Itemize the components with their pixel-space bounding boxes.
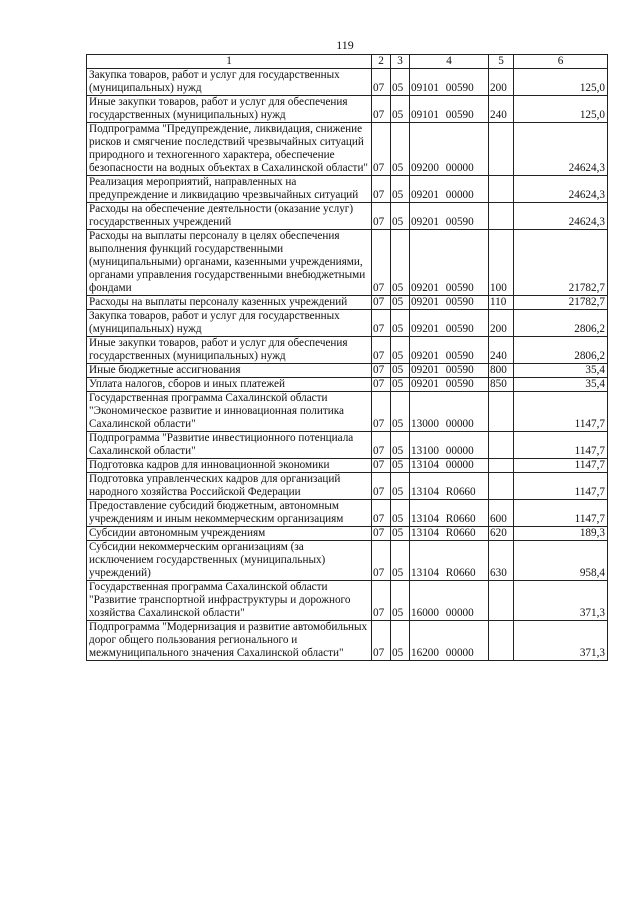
row-subsection: 05 [391,527,410,541]
row-name: Закупка товаров, работ и услуг для государственных (муниципальных) нужд [87,69,372,96]
row-expense-type [489,203,514,230]
row-sum: 21782,7 [514,230,608,296]
row-subsection: 05 [391,296,410,310]
row-subsection: 05 [391,69,410,96]
row-target-code: 09201 00590 [410,364,489,378]
row-sum: 2806,2 [514,310,608,337]
row-section: 07 [372,296,391,310]
row-section: 07 [372,527,391,541]
row-sum: 1147,7 [514,459,608,473]
row-name: Подпрограмма "Предупреждение, ликвидация, снижение рисков и смягчение последствий чрезвычайных ситуаций природного и техногенного характера, обеспечение безопасности на водных объектах в Сахалинской области" [87,123,372,176]
row-section: 07 [372,203,391,230]
row-sum: 24624,3 [514,176,608,203]
row-section: 07 [372,432,391,459]
table-row [87,392,608,432]
row-sum: 35,4 [514,364,608,378]
row-target-code: 13104 R0660 [410,527,489,541]
row-section: 07 [372,96,391,123]
row-target-code: 09101 00590 [410,96,489,123]
row-target-code: 09201 00000 [410,176,489,203]
row-sum: 371,3 [514,621,608,661]
row-sum: 21782,7 [514,296,608,310]
page-number: 119 [336,38,354,52]
row-section: 07 [372,230,391,296]
row-target-code: 09201 00590 [410,310,489,337]
row-name: Государственная программа Сахалинской области "Развитие транспортной инфраструктуры и дорожного хозяйства Сахалинской области" [87,581,372,621]
row-name: Закупка товаров, работ и услуг для государственных (муниципальных) нужд [87,310,372,337]
row-sum: 24624,3 [514,203,608,230]
row-sum: 371,3 [514,581,608,621]
row-expense-type: 240 [489,96,514,123]
row-target-code: 09201 00590 [410,203,489,230]
row-name: Подготовка управленческих кадров для организаций народного хозяйства Российской Федерации [87,473,372,500]
row-section: 07 [372,392,391,432]
row-sum: 35,4 [514,378,608,392]
header-col-5: 5 [489,55,514,69]
row-subsection: 05 [391,176,410,203]
row-expense-type: 240 [489,337,514,364]
row-target-code: 09201 00590 [410,230,489,296]
table-row [87,310,608,337]
row-sum: 1147,7 [514,500,608,527]
table-row [87,203,608,230]
row-section: 07 [372,123,391,176]
row-name: Уплата налогов, сборов и иных платежей [87,378,372,392]
row-target-code: 09201 00590 [410,337,489,364]
row-subsection: 05 [391,337,410,364]
row-expense-type [489,123,514,176]
row-expense-type [489,581,514,621]
row-section: 07 [372,364,391,378]
row-subsection: 05 [391,581,410,621]
row-name: Предоставление субсидий бюджетным, автономным учреждениям и иным некоммерческим организациям [87,500,372,527]
row-expense-type [489,621,514,661]
row-section: 07 [372,378,391,392]
table-row [87,459,608,473]
row-target-code: 13104 R0660 [410,541,489,581]
row-target-code: 13000 00000 [410,392,489,432]
row-name: Субсидии некоммерческим организациям (за исключением государственных (муниципальных) учреждений) [87,541,372,581]
row-section: 07 [372,473,391,500]
table-row [87,230,608,296]
row-expense-type: 100 [489,230,514,296]
row-section: 07 [372,337,391,364]
row-name: Расходы на обеспечение деятельности (оказание услуг) государственных учреждений [87,203,372,230]
row-name: Субсидии автономным учреждениям [87,527,372,541]
row-target-code: 13104 R0660 [410,500,489,527]
row-section: 07 [372,541,391,581]
row-sum: 1147,7 [514,473,608,500]
row-sum: 24624,3 [514,123,608,176]
row-expense-type: 800 [489,364,514,378]
row-subsection: 05 [391,96,410,123]
row-sum: 1147,7 [514,392,608,432]
row-target-code: 16000 00000 [410,581,489,621]
table-row [87,123,608,176]
row-expense-type: 620 [489,527,514,541]
row-sum: 2806,2 [514,337,608,364]
row-expense-type: 200 [489,69,514,96]
table-row [87,527,608,541]
table-row [87,96,608,123]
row-target-code: 09200 00000 [410,123,489,176]
row-subsection: 05 [391,230,410,296]
table-row [87,500,608,527]
row-subsection: 05 [391,378,410,392]
row-name: Реализация мероприятий, направленных на предупреждение и ликвидацию чрезвычайных ситуаций [87,176,372,203]
table-row [87,473,608,500]
row-subsection: 05 [391,392,410,432]
row-expense-type [489,432,514,459]
row-sum: 125,0 [514,69,608,96]
row-subsection: 05 [391,621,410,661]
row-subsection: 05 [391,459,410,473]
row-section: 07 [372,500,391,527]
budget-table [86,54,608,661]
row-expense-type: 850 [489,378,514,392]
header-col-3: 3 [391,55,410,69]
table-row [87,581,608,621]
row-name: Расходы на выплаты персоналу казенных учреждений [87,296,372,310]
row-name: Подготовка кадров для инновационной экономики [87,459,372,473]
table-row [87,541,608,581]
row-name: Подпрограмма "Модернизация и развитие автомобильных дорог общего пользования регионального и межмуниципального значения Сахалинской области" [87,621,372,661]
row-expense-type [489,176,514,203]
header-col-2: 2 [372,55,391,69]
row-subsection: 05 [391,541,410,581]
header-col-1: 1 [87,55,372,69]
row-subsection: 05 [391,432,410,459]
row-name: Государственная программа Сахалинской области "Экономическое развитие и инновационная политика Сахалинской области" [87,392,372,432]
row-section: 07 [372,176,391,203]
row-expense-type: 110 [489,296,514,310]
row-target-code: 13104 R0660 [410,473,489,500]
table-row [87,69,608,96]
row-target-code: 13100 00000 [410,432,489,459]
table-header-row [87,55,608,69]
row-section: 07 [372,69,391,96]
row-subsection: 05 [391,123,410,176]
row-expense-type: 630 [489,541,514,581]
table-row [87,176,608,203]
table-row [87,337,608,364]
row-expense-type [489,473,514,500]
row-subsection: 05 [391,364,410,378]
table-row [87,621,608,661]
row-sum: 1147,7 [514,432,608,459]
table-row [87,378,608,392]
header-col-6: 6 [514,55,608,69]
row-subsection: 05 [391,473,410,500]
row-name: Расходы на выплаты персоналу в целях обеспечения выполнения функций государственными (муниципальными) органами, казенными учреждениями, органами управления государственными внебюджетными фондами [87,230,372,296]
table-row [87,296,608,310]
row-expense-type [489,459,514,473]
row-section: 07 [372,310,391,337]
row-name: Подпрограмма "Развитие инвестиционного потенциала Сахалинской области" [87,432,372,459]
row-expense-type [489,392,514,432]
row-subsection: 05 [391,203,410,230]
header-col-4: 4 [410,55,489,69]
table-row [87,364,608,378]
row-sum: 189,3 [514,527,608,541]
row-target-code: 13104 00000 [410,459,489,473]
row-expense-type: 600 [489,500,514,527]
table-row [87,432,608,459]
row-sum: 958,4 [514,541,608,581]
row-target-code: 09201 00590 [410,378,489,392]
row-expense-type: 200 [489,310,514,337]
row-target-code: 09101 00590 [410,69,489,96]
row-name: Иные бюджетные ассигнования [87,364,372,378]
row-section: 07 [372,581,391,621]
row-section: 07 [372,459,391,473]
row-name: Иные закупки товаров, работ и услуг для обеспечения государственных (муниципальных) нужд [87,337,372,364]
row-section: 07 [372,621,391,661]
row-sum: 125,0 [514,96,608,123]
row-subsection: 05 [391,500,410,527]
row-target-code: 16200 00000 [410,621,489,661]
row-subsection: 05 [391,310,410,337]
row-target-code: 09201 00590 [410,296,489,310]
row-name: Иные закупки товаров, работ и услуг для обеспечения государственных (муниципальных) нужд [87,96,372,123]
